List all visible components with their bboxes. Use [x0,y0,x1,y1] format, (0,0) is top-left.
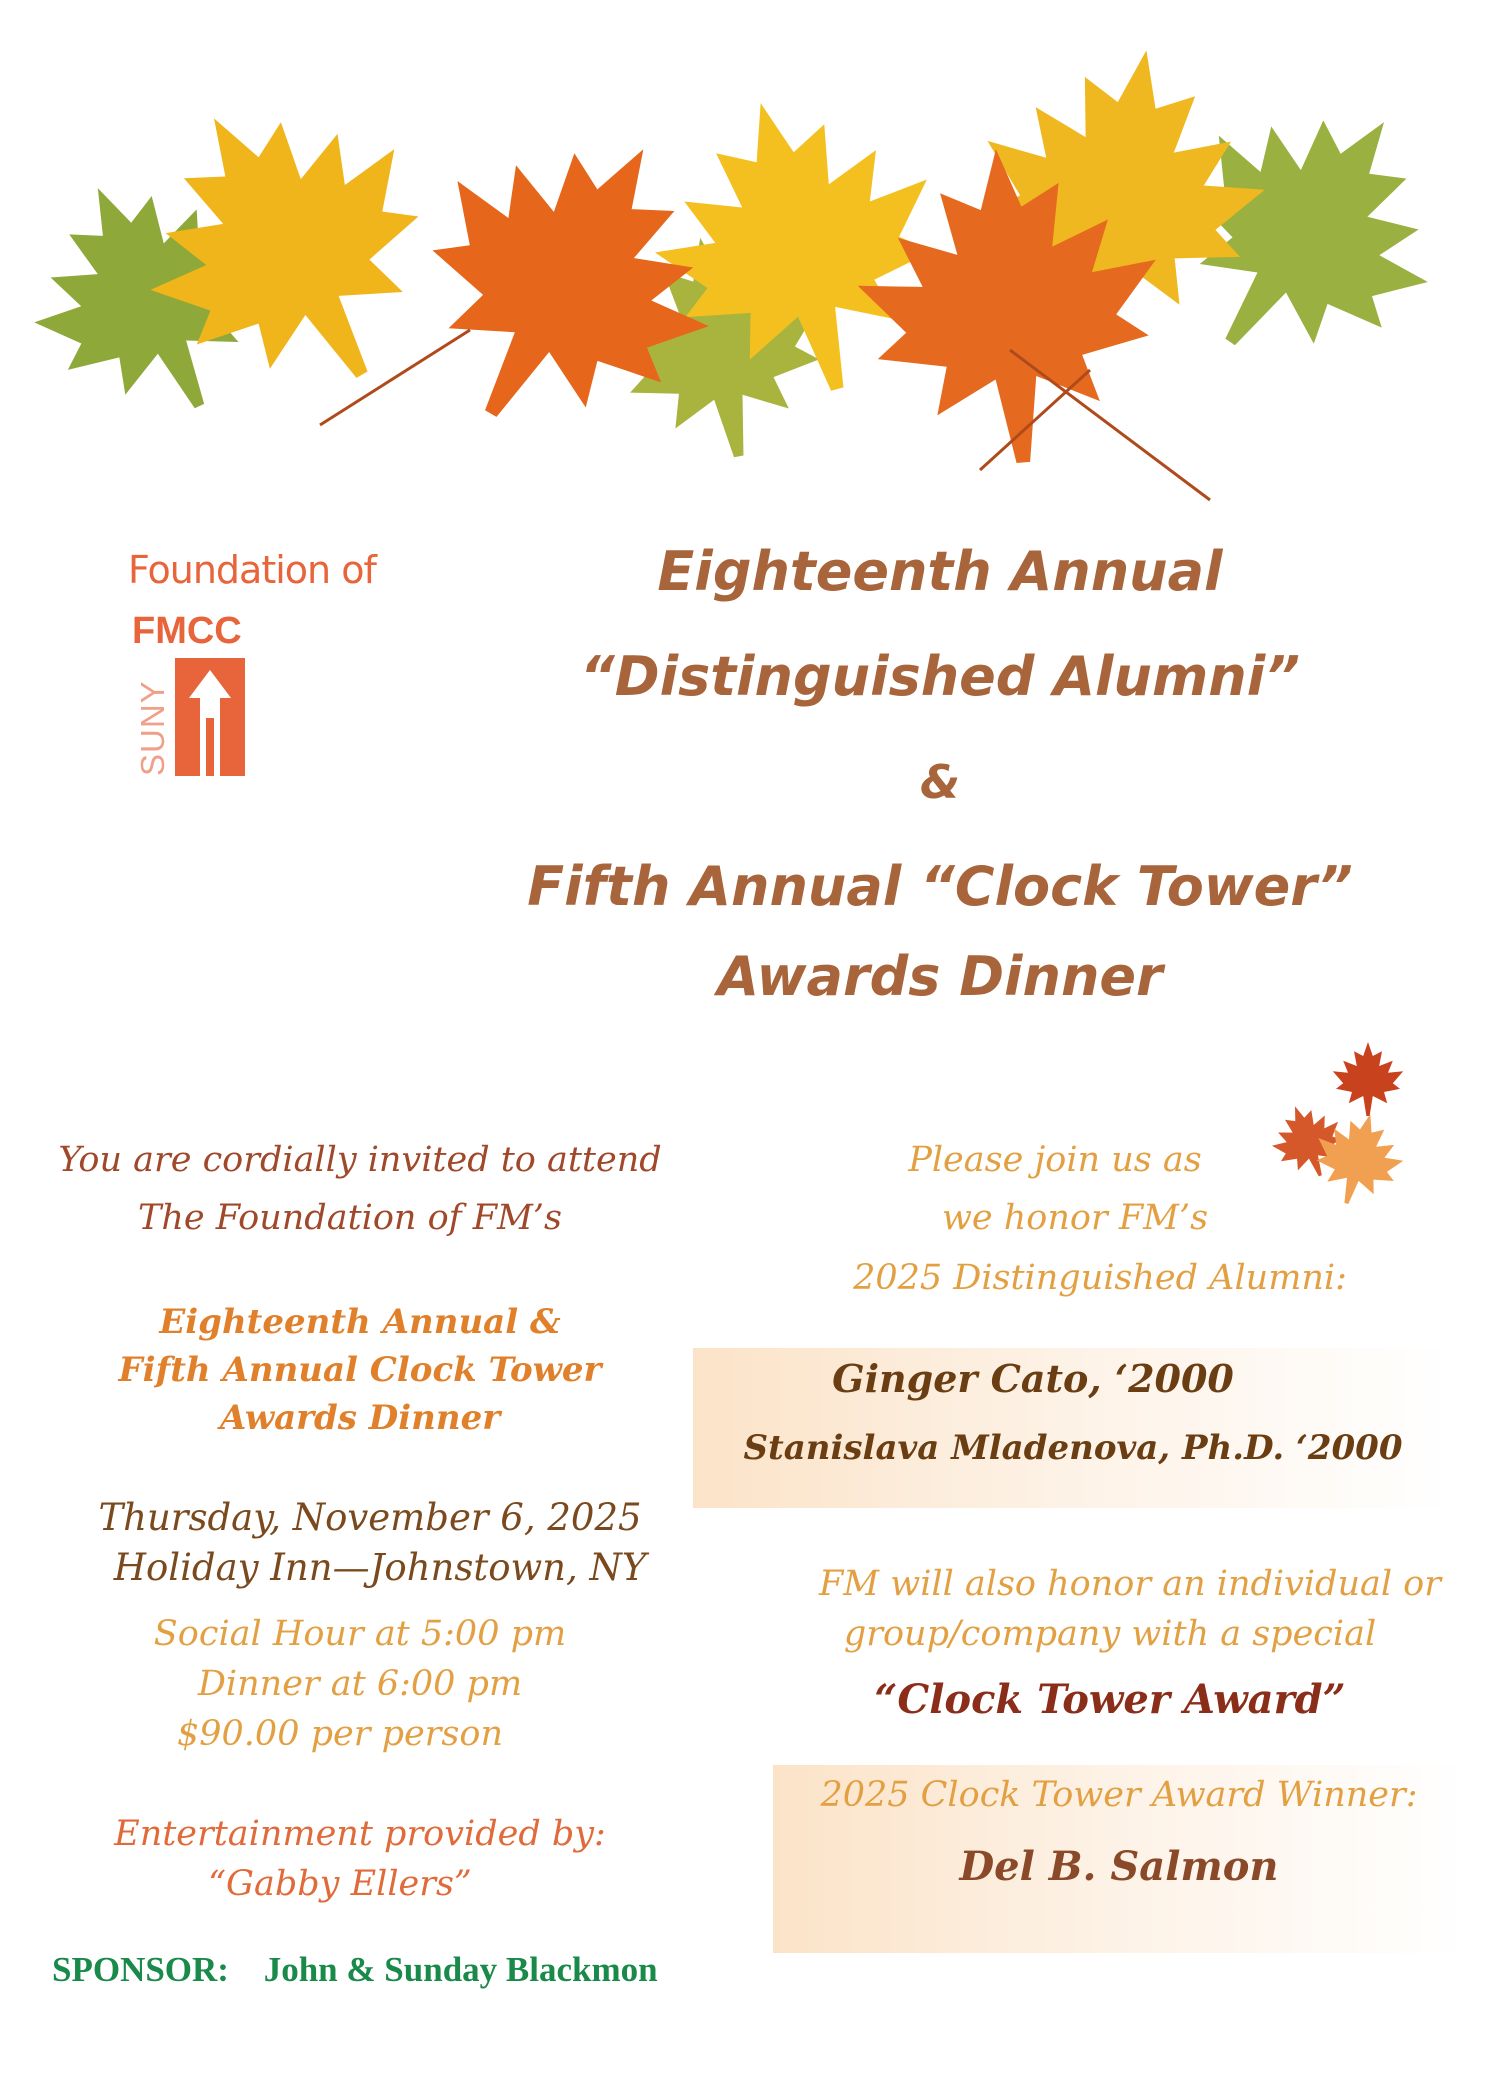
also-honor-line-1: FM will also honor an individual or [819,1564,1441,1604]
event-date: Thursday, November 6, 2025 [98,1496,642,1539]
small-leaves-icon [1268,1040,1418,1210]
event-line-1: Eighteenth Annual & [159,1302,561,1342]
award-winner-box [773,1765,1465,1953]
event-venue: Holiday Inn—Johnstown, NY [113,1546,647,1589]
winner-label: 2025 Clock Tower Award Winner: [820,1775,1418,1815]
event-line-3: Awards Dinner [219,1398,501,1438]
alumni-name-1: Ginger Cato, ‘2000 [832,1356,1234,1401]
winner-name: Del B. Salmon [959,1843,1279,1890]
alumni-name-2: Stanislava Mladenova, Ph.D. ‘2000 [743,1428,1403,1468]
invite-line-2: The Foundation of FM’s [138,1198,562,1238]
sponsor-line [52,1950,658,1990]
event-line-2: Fifth Annual Clock Tower [118,1350,602,1390]
alumni-honorees-box [693,1348,1453,1508]
join-line-3: 2025 Distinguished Alumni: [853,1258,1347,1298]
title-line-2: “Distinguished Alumni” [579,645,1301,708]
invite-line-1: You are cordially invited to attend [58,1140,662,1180]
join-line-2: we honor FM’s [941,1198,1209,1238]
autumn-leaves-banner [0,0,1500,520]
clock-tower-icon [175,658,245,776]
award-name: “Clock Tower Award” [874,1676,1346,1723]
title-line-3: Fifth Annual “Clock Tower” [527,855,1353,918]
entertainment-name: “Gabby Ellers” [208,1864,472,1904]
ticket-price: $90.00 per person [177,1714,503,1754]
logo-fmcc-text: FMCC [132,610,242,652]
social-hour: Social Hour at 5:00 pm [153,1614,567,1654]
logo-suny-text: SUNY [134,680,171,776]
join-line-1: Please join us as [908,1140,1202,1180]
title-line-4: Awards Dinner [717,945,1163,1008]
title-line-1: Eighteenth Annual [657,540,1223,603]
title-ampersand: & [919,755,961,809]
dinner-time: Dinner at 6:00 pm [197,1664,523,1704]
entertainment-label: Entertainment provided by: [114,1814,606,1854]
sponsor-names: John & Sunday Blackmon [263,1950,658,1989]
sponsor-label: SPONSOR: [52,1950,229,1989]
logo-foundation-text: Foundation of [128,548,376,592]
fmcc-foundation-logo [80,518,413,818]
also-honor-line-2: group/company with a special [843,1614,1377,1654]
